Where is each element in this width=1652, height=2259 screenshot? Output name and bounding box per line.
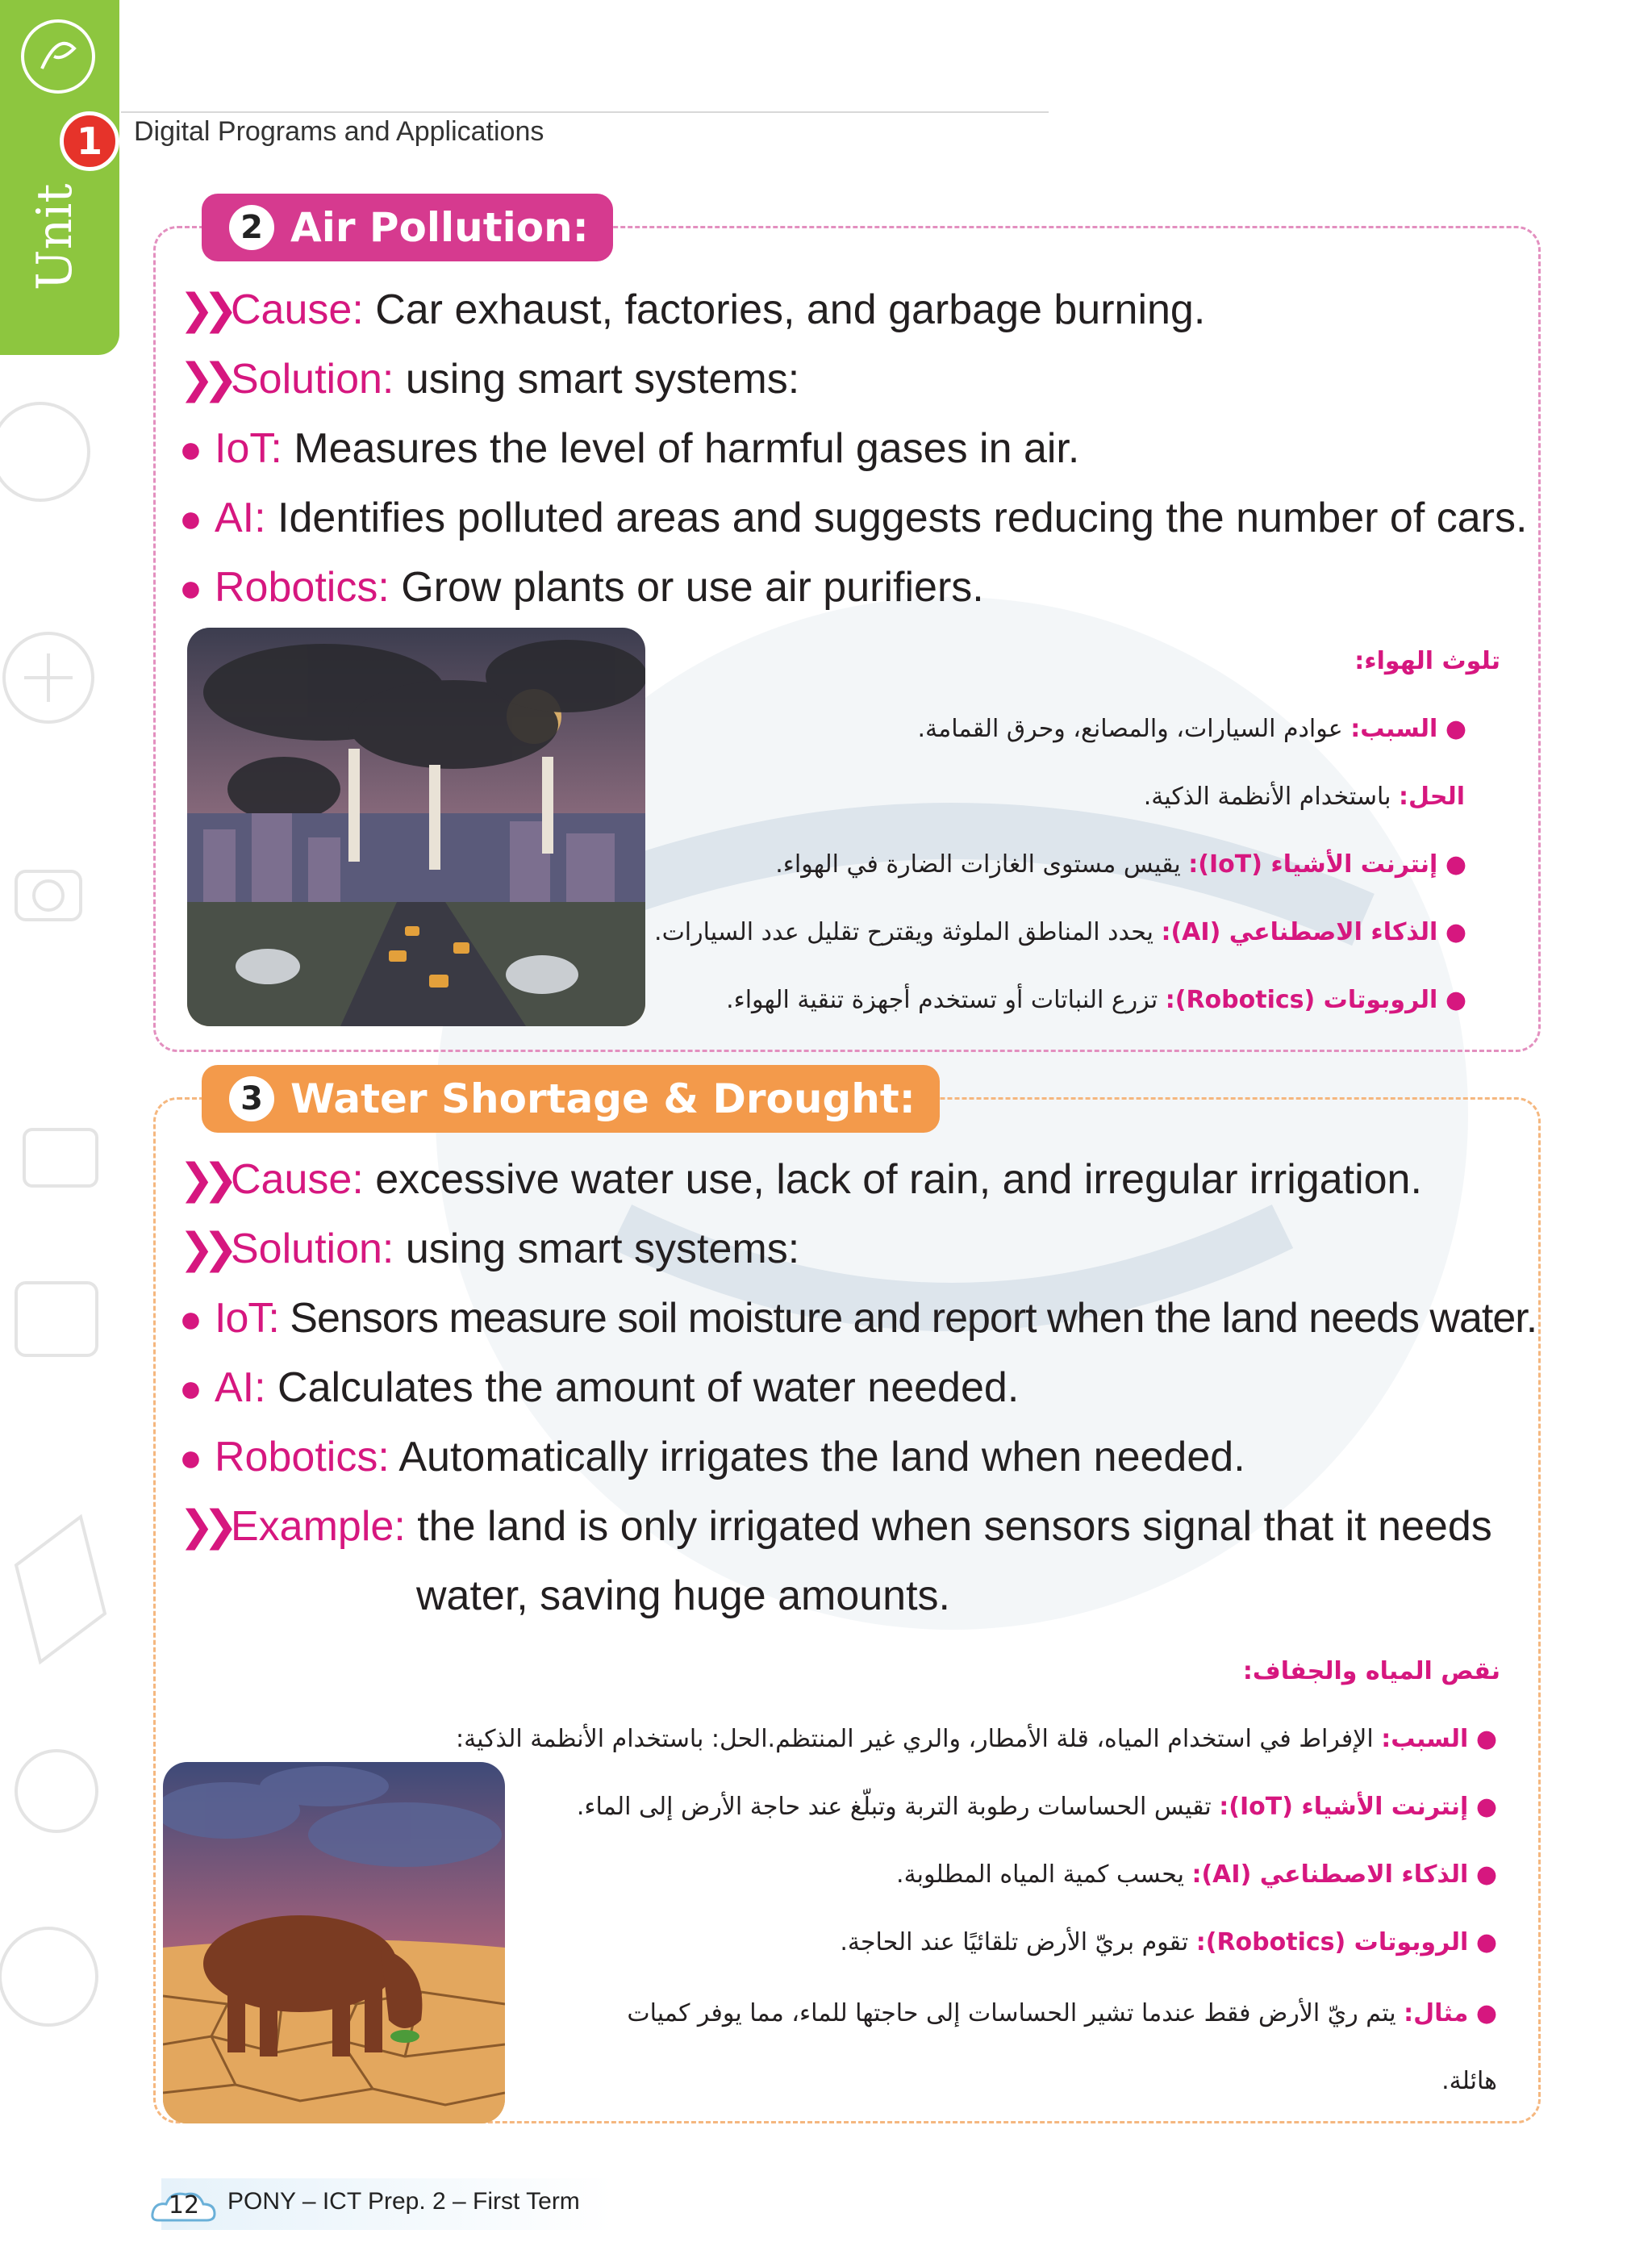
ai-line (179, 494, 1527, 544)
water-shortage-heading (202, 1065, 940, 1133)
ai-text: Calculates the amount of water needed. (265, 1364, 1020, 1411)
arabic-iot-label: إنترنت الأشياء (IoT): (1219, 1793, 1469, 1821)
bullet-icon: ● (1468, 1725, 1497, 1753)
side-doodles (0, 355, 129, 2130)
bullet-icon: ● (179, 1437, 202, 1480)
chevron-icon: ❯❯ (179, 1502, 227, 1551)
arabic-ai-label: الذكاء الاصطناعي (AI): (1161, 918, 1438, 946)
arabic-robotics-text: تقوم بريّ الأرض تلقائيًا عند الحاجة. (840, 1928, 1196, 1956)
arabic-ai (654, 917, 1466, 949)
bullet-icon: ● (1468, 1793, 1497, 1821)
bullet-icon: ● (1468, 1860, 1497, 1889)
arabic-example-text: يتم ريّ الأرض فقط عندما تشير الحساسات إلى حاجتها للماء، مما يوفر كميات (627, 1999, 1404, 2027)
bullet-icon: ● (179, 498, 202, 541)
arabic-cause (918, 713, 1466, 745)
cause-text: Car exhaust, factories, and garbage burning. (363, 286, 1206, 333)
iot-line (179, 424, 1079, 474)
bullet-icon: ● (1437, 918, 1466, 946)
robotics-text: Grow plants or use air purifiers. (389, 564, 984, 611)
solution-label: Solution: (231, 356, 394, 403)
bullet-icon: ● (179, 567, 202, 610)
arabic-cause-text: الإفراط في استخدام المياه، قلة الأمطار، والري غير المنتظم.الحل: باستخدام الأنظمة الذكية: (455, 1725, 1382, 1753)
robotics-label: Robotics: (215, 1434, 390, 1480)
cause-line (179, 1155, 1422, 1204)
ai-label: AI: (215, 1364, 266, 1411)
bullet-icon: ● (1468, 1999, 1497, 2027)
arabic-cause-text: عوادم السيارات، والمصانع، وحرق القمامة. (917, 715, 1351, 743)
arabic-example-label: مثال: (1404, 1999, 1469, 2027)
chevron-icon: ❯❯ (179, 1155, 227, 1204)
arabic-robotics (726, 984, 1466, 1017)
arabic-robotics-text: تزرع النباتات أو تستخدم أجهزة تنقية الهواء. (726, 986, 1166, 1014)
arabic-iot (577, 1791, 1497, 1823)
chevron-icon: ❯❯ (179, 286, 227, 334)
chevron-icon: ❯❯ (179, 355, 227, 403)
arabic-robotics-label: الروبوتات (Robotics): (1195, 1928, 1469, 1956)
iot-label: IoT: (215, 1295, 279, 1342)
drought-cow-illustration (163, 1762, 505, 2123)
cause-text: excessive water use, lack of rain, and irregular irrigation. (363, 1156, 1422, 1203)
robotics-line (179, 563, 984, 613)
example-line (179, 1502, 1492, 1551)
example-label: Example: (231, 1503, 406, 1550)
solution-line (179, 1225, 799, 1273)
footer-text: PONY – ICT Prep. 2 – First Term (227, 2188, 580, 2215)
section-title: Air Pollution: (290, 204, 589, 251)
arabic-example (627, 1998, 1497, 2030)
page-number: 12 (168, 2191, 200, 2219)
ai-text: Identifies polluted areas and suggests reducing the number of cars. (265, 495, 1528, 541)
solution-line (179, 355, 799, 403)
chevron-icon: ❯❯ (179, 1225, 227, 1273)
solution-label: Solution: (231, 1226, 394, 1272)
arabic-iot-text: تقيس الحساسات رطوبة التربة وتبلّغ عند حاجة الأرض إلى الماء. (576, 1793, 1220, 1821)
arabic-solution-label: الحل: (1399, 783, 1465, 811)
arabic-heading: تلوث الهواء: (1354, 647, 1500, 675)
iot-line (179, 1294, 1537, 1344)
cause-label: Cause: (231, 1156, 364, 1203)
example-line-2: water, saving huge amounts. (416, 1572, 950, 1619)
unit-word: Unit (27, 183, 83, 290)
arabic-robotics (840, 1927, 1497, 1959)
bullet-icon: ● (1437, 986, 1466, 1014)
ai-label: AI: (215, 495, 266, 541)
arabic-ai-text: يحسب كمية المياه المطلوبة. (896, 1860, 1192, 1889)
arabic-cause-label: السبب: (1381, 1725, 1469, 1753)
bullet-icon: ● (1468, 1928, 1497, 1956)
air-pollution-heading (202, 194, 613, 261)
unit-logo-icon (18, 16, 98, 97)
iot-text: Sensors measure soil moisture and report when the land needs water. (278, 1295, 1537, 1342)
bullet-icon: ● (1437, 715, 1466, 743)
bullet-icon: ● (1437, 850, 1466, 879)
header-divider (121, 111, 1049, 113)
solution-text: using smart systems: (394, 356, 800, 403)
arabic-ai (896, 1859, 1497, 1891)
section-number: 3 (229, 1076, 274, 1121)
arabic-example-2: هائلة. (1441, 2067, 1497, 2095)
arabic-iot-label: إنترنت الأشياء (IoT): (1188, 850, 1438, 879)
cause-line (179, 286, 1205, 334)
arabic-cause-label: السبب: (1350, 715, 1438, 743)
unit-number-badge: 1 (60, 111, 119, 171)
arabic-ai-text: يحدد المناطق الملوثة ويقترح تقليل عدد السيارات. (654, 918, 1162, 946)
iot-text: Measures the level of harmful gases in air. (282, 425, 1080, 472)
arabic-iot (775, 849, 1466, 881)
example-text: the land is only irrigated when sensors signal that it needs (405, 1503, 1492, 1550)
bullet-icon: ● (179, 1368, 202, 1410)
robotics-line (179, 1433, 1245, 1483)
section-title: Water Shortage & Drought: (290, 1075, 916, 1122)
section-number: 2 (229, 205, 274, 250)
ai-line (179, 1363, 1019, 1413)
arabic-heading: نقص المياه والجفاف: (1242, 1657, 1500, 1685)
robotics-label: Robotics: (215, 564, 390, 611)
arabic-ai-label: الذكاء الاصطناعي (AI): (1191, 1860, 1469, 1889)
robotics-text: Automatically irrigates the land when needed. (389, 1434, 1245, 1480)
iot-label: IoT: (215, 425, 282, 472)
arabic-solution-text: باستخدام الأنظمة الذكية. (1143, 783, 1400, 811)
arabic-cause (456, 1723, 1497, 1756)
air-pollution-illustration (187, 628, 645, 1026)
solution-text: using smart systems: (394, 1226, 800, 1272)
arabic-iot-text: يقيس مستوى الغازات الضارة في الهواء. (775, 850, 1189, 879)
arabic-solution (1144, 781, 1465, 813)
bullet-icon: ● (179, 428, 202, 471)
bullet-icon: ● (179, 1298, 202, 1341)
cause-label: Cause: (231, 286, 364, 333)
unit-title: Digital Programs and Applications (134, 116, 544, 147)
arabic-robotics-label: الروبوتات (Robotics): (1165, 986, 1438, 1014)
